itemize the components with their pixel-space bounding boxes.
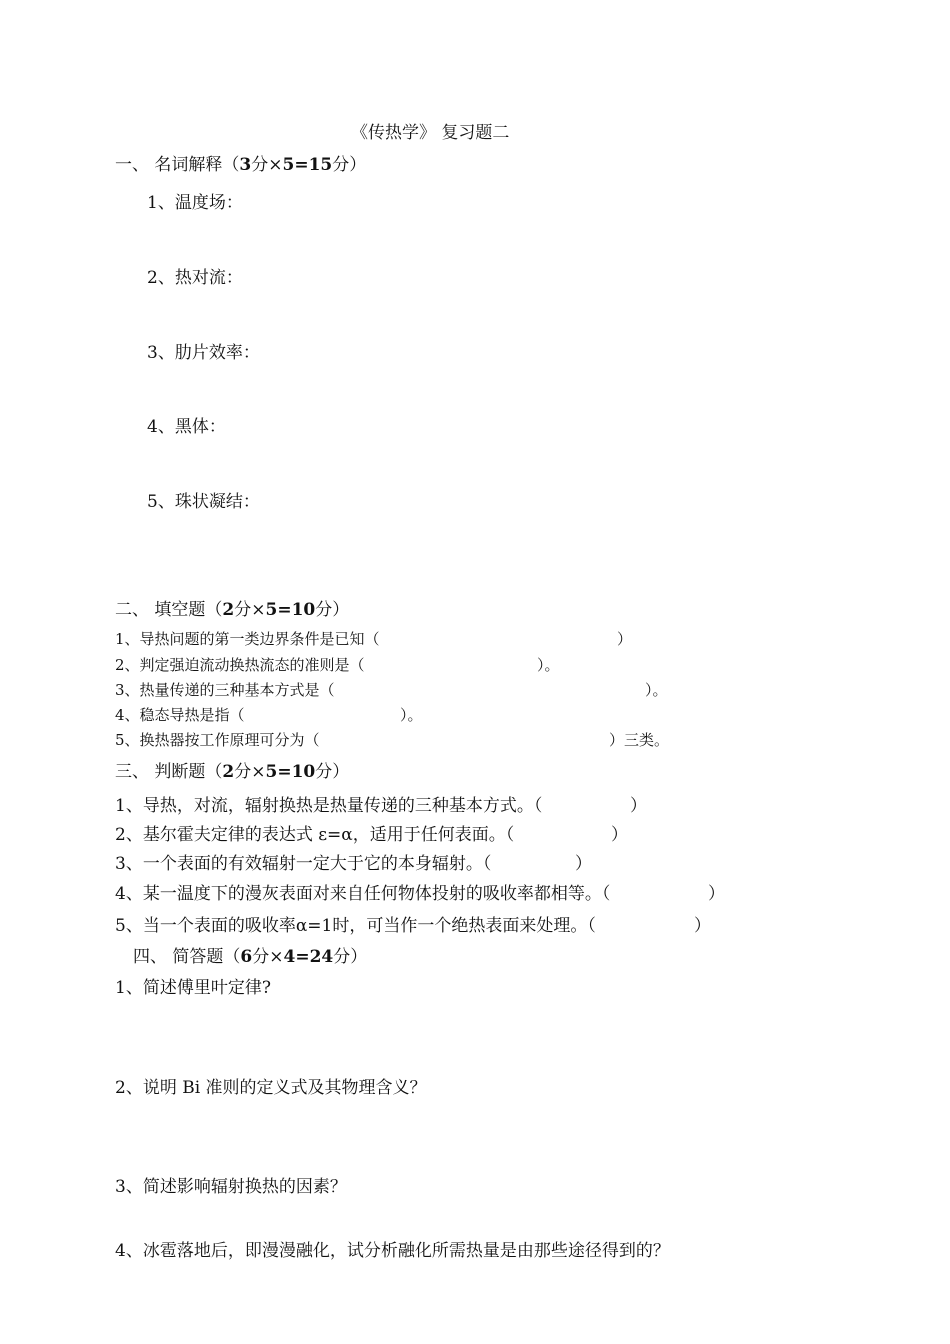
section1-heading-score: 3: [239, 155, 252, 175]
short-answer-item: 4、冰雹落地后，即漫漫融化，试分析融化所需热量是由那些途径得到的？: [115, 1241, 670, 1261]
section3-heading-prefix: 三、 判断题（: [115, 762, 223, 782]
judge-item: 5、当一个表面的吸收率α=1时，可当作一个绝热表面来处理。（: [115, 916, 596, 936]
fill-item: [115, 704, 245, 725]
section2-heading: [115, 595, 349, 620]
judge-item-close: ）: [694, 916, 711, 936]
fill-item-close: ）。: [537, 656, 560, 674]
judge-item-close: ）: [611, 825, 628, 845]
judge-item: 4、某一温度下的漫灰表面对来自任何物体投射的吸收率都相等。（: [115, 884, 611, 904]
section3-heading-suffix: 分）: [315, 762, 350, 782]
section1-heading-count: 5=15: [282, 155, 333, 175]
fill-item-text: 1、导热问题的第一类边界条件是已知（: [115, 630, 380, 648]
page-title: 《传热学》 复习题二: [351, 123, 510, 143]
section1-heading: [115, 150, 366, 175]
section3-heading-mid: 分×: [234, 762, 266, 782]
fill-item: [115, 729, 320, 750]
section4-heading-count: 4=24: [283, 947, 334, 967]
section2-heading-prefix: 二、 填空题（: [115, 600, 223, 620]
term-item: 3、肋片效率：: [147, 343, 260, 363]
term-item: 4、黑体：: [147, 417, 226, 437]
section1-heading-suffix: 分）: [332, 155, 367, 175]
section4-heading-suffix: 分）: [333, 947, 368, 967]
term-item: 1、温度场：: [147, 193, 243, 213]
section3-heading-count: 5=10: [265, 762, 316, 782]
term-item: 2、热对流：: [147, 268, 243, 288]
section2-heading-count: 5=10: [265, 600, 316, 620]
fill-item-text: 4、稳态导热是指（: [115, 706, 245, 724]
fill-item-close: ）: [617, 630, 633, 648]
section2-heading-score: 2: [222, 600, 235, 620]
section1-heading-mid: 分×: [251, 155, 283, 175]
section2-heading-suffix: 分）: [315, 600, 350, 620]
fill-item-text: 2、判定强迫流动换热流态的准则是（: [115, 656, 365, 674]
judge-item-close: ）: [708, 884, 725, 904]
term-item: 5、珠状凝结：: [147, 492, 260, 512]
section3-heading: [115, 757, 349, 782]
short-answer-item: 3、简述影响辐射换热的因素？: [115, 1177, 347, 1197]
judge-item-close: ）: [575, 854, 592, 874]
fill-item-text: 5、换热器按工作原理可分为（: [115, 731, 320, 749]
fill-item-close: ）。: [400, 706, 423, 724]
fill-item-close: ）三类。: [609, 731, 670, 749]
judge-item: 2、基尔霍夫定律的表达式 ε=α，适用于任何表面。（: [115, 825, 515, 845]
section3-heading-score: 2: [222, 762, 235, 782]
judge-item: 3、一个表面的有效辐射一定大于它的本身辐射。（: [115, 854, 492, 874]
section4-heading-prefix: 四、 简答题（: [133, 947, 241, 967]
fill-item: [115, 628, 380, 649]
judge-item-close: ）: [630, 796, 647, 816]
section4-heading: [133, 942, 367, 967]
short-answer-item: 2、说明 Bi 准则的定义式及其物理含义？: [115, 1078, 427, 1098]
fill-item-text: 3、热量传递的三种基本方式是（: [115, 681, 335, 699]
short-answer-item: 1、简述傅里叶定律?: [115, 978, 271, 998]
section4-heading-mid: 分×: [252, 947, 284, 967]
judge-item: 1、导热，对流，辐射换热是热量传递的三种基本方式。（: [115, 796, 543, 816]
fill-item-close: ）。: [645, 681, 668, 699]
section4-heading-score: 6: [240, 947, 253, 967]
section2-heading-mid: 分×: [234, 600, 266, 620]
fill-item: [115, 679, 335, 700]
fill-item: [115, 654, 365, 675]
section1-heading-prefix: 一、 名词解释（: [115, 155, 240, 175]
